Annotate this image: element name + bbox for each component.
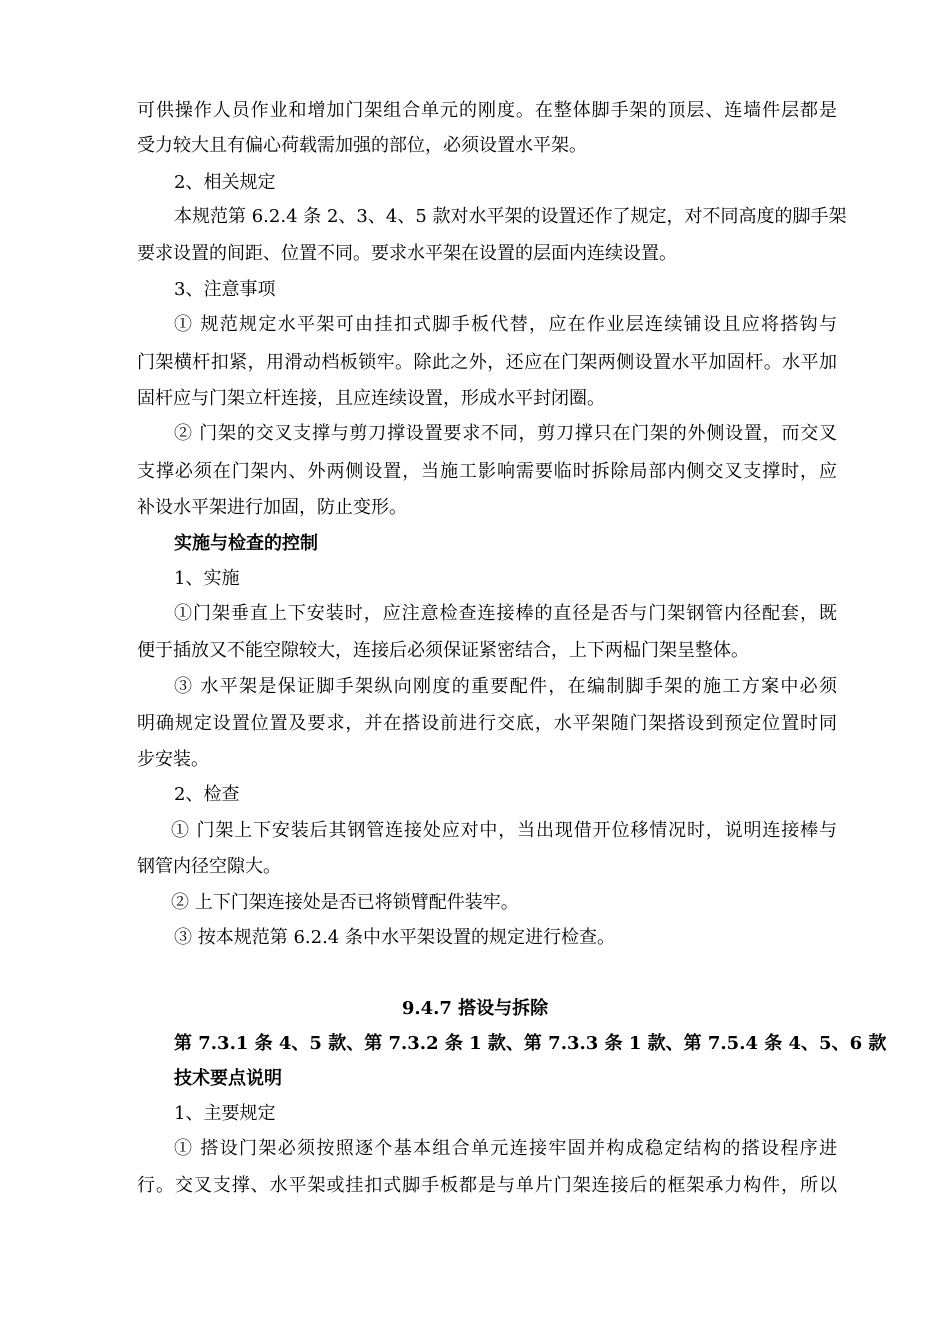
body-line: ① 搭设门架必须按照逐个基本组合单元连接牢固并构成稳定结构的搭设程序进 bbox=[174, 1138, 837, 1159]
list-heading: 1、主要规定 bbox=[174, 1103, 276, 1124]
body-line: 固杆应与门架立杆连接，且应连续设置，形成水平封闭圈。 bbox=[137, 388, 605, 409]
body-line: ② 门架的交叉支撑与剪刀撑设置要求不同，剪刀撑只在门架的外侧设置，而交叉 bbox=[174, 423, 837, 444]
body-line: ③ 按本规范第 6.2.4 条中水平架设置的规定进行检查。 bbox=[174, 927, 615, 948]
body-line: 步安装。 bbox=[137, 749, 209, 770]
body-line: 明确规定设置位置及要求，并在搭设前进行交底，水平架随门架搭设到预定位置时同 bbox=[137, 713, 837, 734]
list-heading: 2、相关规定 bbox=[174, 172, 276, 193]
body-line: 钢管内径空隙大。 bbox=[137, 856, 281, 877]
body-line: 本规范第 6.2.4 条 2、3、4、5 款对水平架的设置还作了规定，对不同高度的脚手架 bbox=[174, 206, 847, 227]
section-title: 9.4.7 搭设与拆除 bbox=[401, 998, 549, 1019]
clause-reference: 第 7.3.1 条 4、5 款、第 7.3.2 条 1 款、第 7.3.3 条 1 款、第 7.5.4 条 4、5、6 款 bbox=[174, 1033, 887, 1054]
list-heading: 3、注意事项 bbox=[174, 279, 276, 300]
list-heading: 2、检查 bbox=[174, 784, 240, 805]
subsection-heading: 技术要点说明 bbox=[174, 1068, 282, 1089]
body-line: 可供操作人员作业和增加门架组合单元的刚度。在整体脚手架的顶层、连墙件层都是 bbox=[137, 100, 837, 121]
body-line: 门架横杆扣紧，用滑动档板锁牢。除此之外，还应在门架两侧设置水平加固杆。水平加 bbox=[137, 352, 837, 373]
body-line: 要求设置的间距、位置不同。要求水平架在设置的层面内连续设置。 bbox=[137, 243, 677, 264]
body-line: ① 规范规定水平架可由挂扣式脚手板代替，应在作业层连续铺设且应将搭钩与 bbox=[174, 314, 837, 335]
body-line: ② 上下门架连接处是否已将锁臂配件装牢。 bbox=[171, 892, 519, 913]
body-line: 行。交叉支撑、水平架或挂扣式脚手板都是与单片门架连接后的框架承力构件，所以 bbox=[137, 1175, 837, 1196]
body-line: 补设水平架进行加固，防止变形。 bbox=[137, 497, 407, 518]
body-line: 便于插放又不能空隙较大，连接后必须保证紧密结合，上下两榀门架呈整体。 bbox=[137, 640, 749, 661]
body-line: ① 门架上下安装后其钢管连接处应对中，当出现借开位移情况时，说明连接棒与 bbox=[171, 820, 837, 841]
body-line: ③ 水平架是保证脚手架纵向刚度的重要配件，在编制脚手架的施工方案中必须 bbox=[174, 676, 837, 697]
body-line: 支撑必须在门架内、外两侧设置，当施工影响需要临时拆除局部内侧交叉支撑时，应 bbox=[137, 461, 837, 482]
list-heading: 1、实施 bbox=[174, 568, 240, 589]
body-line: 受力较大且有偏心荷载需加强的部位，必须设置水平架。 bbox=[137, 135, 587, 156]
body-line: ①门架垂直上下安装时，应注意检查连接棒的直径是否与门架钢管内径配套，既 bbox=[174, 603, 837, 624]
section-heading: 实施与检查的控制 bbox=[174, 533, 318, 554]
